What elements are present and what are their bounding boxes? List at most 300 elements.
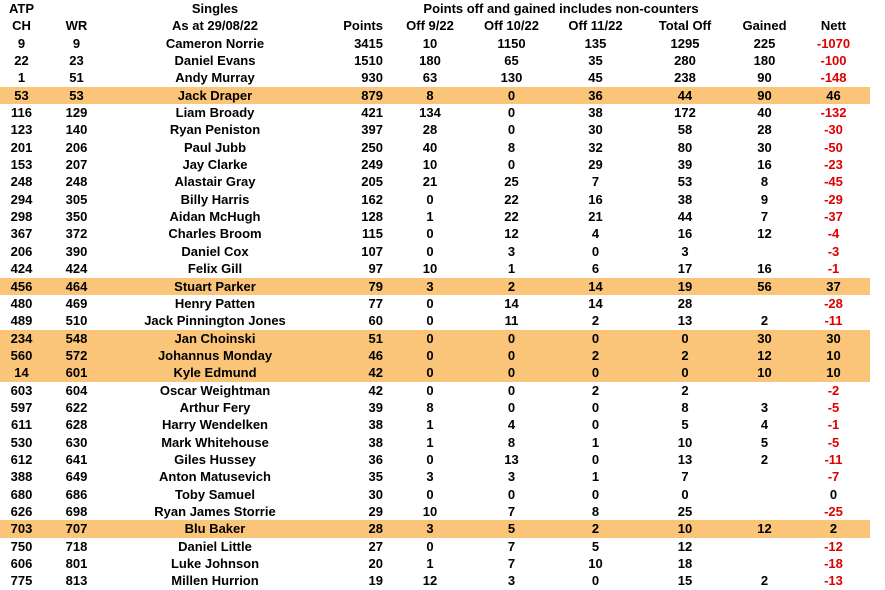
- cell-ch: 201: [10, 139, 33, 155]
- cell-off-11-22: 2: [591, 313, 600, 329]
- table-row: [0, 451, 870, 468]
- cell-total-off: 3: [681, 243, 689, 259]
- cell-player: Liam Broady: [175, 105, 255, 121]
- cell-off-9-22: 0: [426, 313, 434, 329]
- cell-wr: 813: [65, 573, 88, 589]
- cell-gained: [732, 243, 797, 260]
- column-header-gained: Gained: [742, 18, 787, 34]
- cell-wr: 604: [65, 382, 88, 398]
- cell-wr: 601: [65, 365, 88, 381]
- cell-nett: -1070: [816, 35, 851, 51]
- cell-nett: -2: [827, 382, 840, 398]
- cell-gained: 90: [757, 87, 772, 103]
- cell-points: 421: [361, 105, 383, 121]
- cell-off-11-22: 21: [588, 209, 603, 225]
- cell-total-off: 10: [677, 434, 693, 450]
- cell-nett: -1: [827, 261, 840, 277]
- cell-points: 115: [362, 226, 383, 242]
- cell-wr: 622: [65, 399, 88, 415]
- cell-off-9-22: 21: [422, 174, 438, 190]
- cell-wr: 630: [65, 434, 88, 450]
- header-row-columns: [0, 17, 870, 34]
- cell-points: 38: [368, 434, 383, 450]
- cell-gained: 9: [760, 191, 769, 207]
- cell-total-off: 12: [677, 538, 693, 554]
- cell-total-off: 10: [677, 521, 693, 537]
- cell-ch: 703: [10, 521, 33, 537]
- cell-total-off: 13: [677, 313, 693, 329]
- cell-player: Oscar Weightman: [159, 382, 271, 398]
- cell-nett: -11: [824, 451, 843, 467]
- cell-off-11-22: 0: [591, 330, 600, 346]
- cell-total-off: 13: [677, 451, 693, 467]
- cell-ch: 424: [10, 261, 33, 277]
- cell-points: 205: [361, 174, 383, 190]
- cell-wr: 53: [69, 87, 84, 103]
- cell-ch: 153: [10, 157, 33, 173]
- header-banner: Points off and gained includes non-counters: [423, 1, 699, 16]
- cell-gained: [732, 486, 797, 503]
- cell-total-off: 44: [677, 209, 693, 225]
- cell-off-11-22: 0: [591, 365, 600, 381]
- cell-off-11-22: 0: [591, 399, 600, 415]
- table-row: [0, 69, 870, 86]
- cell-wr: 372: [65, 226, 88, 242]
- cell-off-11-22: 1: [591, 469, 600, 485]
- cell-wr: 698: [65, 503, 88, 519]
- cell-points: 36: [368, 451, 383, 467]
- cell-points: 30: [368, 486, 383, 502]
- cell-off-11-22: 36: [588, 87, 603, 103]
- cell-ch: 22: [14, 53, 29, 69]
- table-row: [0, 555, 870, 572]
- cell-total-off: 1295: [670, 35, 700, 51]
- cell-off-9-22: 0: [426, 226, 434, 242]
- cell-off-11-22: 2: [591, 382, 600, 398]
- cell-points: 162: [361, 191, 383, 207]
- cell-total-off: 7: [681, 469, 689, 485]
- cell-off-10-22: 3: [507, 573, 516, 589]
- cell-off-11-22: 4: [591, 226, 600, 242]
- cell-player: Daniel Evans: [174, 53, 256, 69]
- cell-wr: 390: [65, 243, 88, 259]
- cell-points: 128: [361, 209, 383, 225]
- cell-nett: -4: [827, 226, 840, 242]
- table-row: [0, 104, 870, 121]
- cell-total-off: 16: [677, 226, 693, 242]
- cell-off-9-22: 0: [426, 295, 434, 311]
- cell-gained: [732, 295, 797, 312]
- table-row: [0, 434, 870, 451]
- cell-nett: -1: [827, 417, 840, 433]
- cell-wr: 51: [69, 70, 84, 86]
- cell-total-off: 2: [681, 347, 689, 363]
- cell-off-9-22: 1: [426, 209, 434, 225]
- cell-off-10-22: 0: [507, 157, 516, 173]
- table-row: [0, 468, 870, 485]
- cell-off-10-22: 1150: [497, 35, 526, 51]
- cell-off-10-22: 5: [507, 521, 516, 537]
- table-row: [0, 364, 870, 381]
- cell-points: 38: [368, 417, 383, 433]
- cell-points: 250: [361, 139, 383, 155]
- cell-wr: 469: [65, 295, 88, 311]
- cell-nett: -7: [827, 469, 840, 485]
- table-row: [0, 121, 870, 138]
- cell-off-10-22: 0: [507, 382, 516, 398]
- cell-wr: 686: [65, 486, 88, 502]
- cell-nett: -30: [824, 122, 843, 138]
- cell-off-11-22: 38: [588, 105, 603, 121]
- cell-off-11-22: 6: [591, 261, 600, 277]
- column-header-as-at: As at 29/08/22: [171, 18, 258, 34]
- cell-off-11-22: 8: [591, 503, 600, 519]
- cell-points: 879: [361, 87, 383, 103]
- cell-player: Daniel Little: [178, 538, 252, 554]
- cell-total-off: 172: [674, 105, 696, 121]
- cell-off-9-22: 40: [422, 139, 438, 155]
- cell-wr: 707: [65, 521, 88, 537]
- cell-off-11-22: 2: [591, 347, 600, 363]
- cell-off-11-22: 32: [588, 139, 603, 155]
- cell-wr: 350: [65, 209, 88, 225]
- cell-player: Giles Hussey: [174, 451, 256, 467]
- table-row: [0, 382, 870, 399]
- cell-nett: -45: [824, 174, 843, 190]
- cell-wr: 801: [65, 556, 88, 571]
- cell-player: Ryan Peniston: [169, 122, 261, 138]
- cell-nett: 10: [826, 347, 841, 363]
- cell-ch: 367: [10, 226, 33, 242]
- column-header-total-off: Total Off: [658, 18, 712, 34]
- cell-player: Paul Jubb: [183, 139, 247, 155]
- cell-player: Jack Pinnington Jones: [144, 313, 286, 329]
- cell-nett: 0: [829, 486, 838, 502]
- cell-wr: 23: [69, 53, 84, 69]
- cell-ch: 123: [10, 122, 33, 138]
- cell-wr: 464: [65, 278, 88, 294]
- cell-ch: 14: [14, 365, 29, 381]
- cell-player: Stuart Parker: [174, 278, 256, 294]
- cell-player: Andy Murray: [175, 70, 255, 86]
- cell-nett: 37: [826, 278, 841, 294]
- cell-points: 3415: [354, 35, 383, 51]
- cell-off-9-22: 0: [426, 347, 434, 363]
- cell-wr: 510: [65, 313, 88, 329]
- cell-total-off: 0: [681, 365, 689, 381]
- table-row: [0, 260, 870, 277]
- cell-gained: 16: [757, 157, 772, 173]
- table-row: [0, 399, 870, 416]
- cell-off-10-22: 14: [504, 295, 519, 311]
- cell-gained: 5: [760, 434, 769, 450]
- cell-wr: 628: [65, 417, 88, 433]
- cell-off-9-22: 63: [422, 70, 438, 86]
- cell-off-11-22: 29: [588, 157, 603, 173]
- cell-off-11-22: 0: [591, 486, 600, 502]
- cell-off-10-22: 0: [507, 399, 516, 415]
- cell-off-10-22: 2: [507, 278, 516, 294]
- cell-off-10-22: 12: [504, 226, 519, 242]
- cell-off-9-22: 0: [426, 382, 434, 398]
- header-atp: ATP: [8, 1, 35, 16]
- cell-points: 35: [368, 469, 383, 485]
- cell-gained: [732, 538, 797, 555]
- cell-player: Johannus Monday: [157, 347, 273, 363]
- column-header-wr: WR: [65, 18, 88, 34]
- cell-gained: [732, 468, 797, 485]
- cell-nett: -100: [820, 53, 847, 69]
- cell-wr: 129: [65, 105, 88, 121]
- cell-off-10-22: 130: [500, 70, 523, 86]
- cell-off-9-22: 0: [426, 538, 434, 554]
- cell-wr: 424: [65, 261, 88, 277]
- table-row: [0, 572, 870, 589]
- cell-off-10-22: 25: [504, 174, 519, 190]
- cell-player: Kyle Edmund: [173, 365, 257, 381]
- cell-nett: -37: [824, 209, 843, 225]
- cell-gained: 2: [760, 451, 769, 467]
- cell-off-10-22: 7: [507, 503, 516, 519]
- cell-wr: 572: [65, 347, 88, 363]
- cell-off-11-22: 7: [591, 174, 600, 190]
- cell-player: Toby Samuel: [175, 486, 255, 502]
- cell-points: 51: [368, 330, 383, 346]
- cell-ch: 489: [10, 313, 33, 329]
- column-header-nett: Nett: [820, 18, 847, 34]
- cell-gained: 56: [757, 278, 772, 294]
- cell-points: 28: [368, 521, 383, 537]
- table-row: [0, 243, 870, 260]
- cell-player: Millen Hurrion: [171, 573, 259, 589]
- cell-gained: 2: [760, 313, 769, 329]
- cell-off-10-22: 13: [504, 451, 519, 467]
- table-row: [0, 139, 870, 156]
- cell-nett: -23: [824, 157, 843, 173]
- cell-player: Henry Patten: [174, 295, 256, 311]
- cell-ch: 775: [10, 573, 33, 589]
- cell-gained: [732, 382, 797, 399]
- cell-ch: 597: [10, 399, 33, 415]
- cell-nett: -148: [820, 70, 847, 86]
- cell-player: Luke Johnson: [170, 556, 260, 571]
- cell-player: Felix Gill: [187, 261, 243, 277]
- cell-total-off: 17: [677, 261, 693, 277]
- cell-ch: 206: [10, 243, 33, 259]
- cell-player: Harry Wendelken: [162, 417, 268, 433]
- cell-player: Arthur Fery: [179, 399, 251, 415]
- cell-player: Blu Baker: [184, 521, 246, 537]
- cell-nett: -132: [820, 105, 847, 121]
- cell-off-10-22: 4: [507, 417, 516, 433]
- table-row: [0, 191, 870, 208]
- header-blank: [43, 0, 110, 17]
- cell-total-off: 0: [681, 330, 689, 346]
- cell-off-11-22: 2: [591, 521, 600, 537]
- cell-ch: 611: [11, 417, 32, 433]
- cell-off-11-22: 0: [591, 573, 600, 589]
- cell-gained: 12: [757, 226, 772, 242]
- cell-gained: 90: [757, 70, 772, 86]
- cell-ch: 388: [10, 469, 33, 485]
- cell-nett: -28: [824, 295, 843, 311]
- cell-ch: 53: [14, 87, 29, 103]
- cell-total-off: 8: [681, 399, 689, 415]
- cell-nett: -3: [827, 243, 840, 259]
- cell-gained: [732, 555, 797, 572]
- cell-off-10-22: 7: [507, 556, 516, 571]
- cell-ch: 612: [10, 451, 33, 467]
- cell-nett: -18: [824, 556, 843, 571]
- cell-off-10-22: 0: [507, 347, 516, 363]
- cell-off-11-22: 0: [591, 451, 600, 467]
- cell-off-10-22: 1: [507, 261, 516, 277]
- cell-off-9-22: 180: [419, 53, 441, 69]
- table-row: [0, 312, 870, 329]
- cell-ch: 116: [11, 105, 32, 121]
- cell-off-9-22: 3: [426, 521, 434, 537]
- cell-total-off: 28: [677, 295, 693, 311]
- cell-ch: 560: [10, 347, 33, 363]
- cell-total-off: 19: [677, 278, 693, 294]
- cell-off-10-22: 8: [507, 434, 516, 450]
- cell-nett: -29: [824, 191, 843, 207]
- cell-off-9-22: 1: [426, 434, 434, 450]
- table-row: [0, 208, 870, 225]
- cell-ch: 530: [10, 434, 33, 450]
- header-blank: [320, 0, 390, 17]
- cell-nett: -5: [827, 434, 840, 450]
- table-row: [0, 295, 870, 312]
- cell-points: 42: [368, 365, 383, 381]
- cell-off-11-22: 14: [588, 278, 603, 294]
- cell-total-off: 238: [674, 70, 696, 86]
- cell-ch: 626: [10, 503, 33, 519]
- cell-off-9-22: 10: [422, 261, 438, 277]
- cell-nett: -11: [824, 313, 843, 329]
- cell-off-10-22: 3: [507, 243, 516, 259]
- cell-off-9-22: 10: [422, 503, 438, 519]
- cell-points: 46: [368, 347, 383, 363]
- cell-player: Alastair Gray: [174, 174, 256, 190]
- table-row: [0, 225, 870, 242]
- cell-wr: 207: [65, 157, 88, 173]
- column-header-off-11-22: Off 11/22: [568, 18, 623, 34]
- cell-nett: -50: [824, 139, 843, 155]
- cell-off-10-22: 7: [507, 538, 516, 554]
- header-blank: [797, 0, 870, 17]
- cell-nett: 10: [826, 365, 841, 381]
- cell-gained: 4: [760, 417, 769, 433]
- cell-points: 19: [368, 573, 383, 589]
- cell-ch: 480: [10, 295, 33, 311]
- cell-off-10-22: 8: [507, 139, 516, 155]
- cell-gained: [732, 503, 797, 520]
- cell-points: 930: [361, 70, 383, 86]
- table-row: [0, 330, 870, 347]
- cell-ch: 298: [10, 209, 33, 225]
- cell-total-off: 58: [677, 122, 693, 138]
- header-singles: Singles: [191, 1, 239, 16]
- cell-gained: 2: [760, 573, 769, 589]
- cell-off-11-22: 45: [588, 70, 603, 86]
- header-row-group: [0, 0, 870, 17]
- cell-off-11-22: 16: [588, 191, 603, 207]
- cell-wr: 248: [65, 174, 88, 190]
- cell-off-9-22: 0: [426, 243, 434, 259]
- cell-off-9-22: 8: [426, 399, 434, 415]
- table-row: [0, 156, 870, 173]
- cell-wr: 305: [65, 191, 88, 207]
- cell-total-off: 15: [677, 573, 693, 589]
- cell-total-off: 280: [674, 53, 696, 69]
- cell-player: Jan Choinski: [174, 330, 256, 346]
- cell-points: 77: [368, 295, 383, 311]
- cell-gained: 12: [757, 521, 772, 537]
- table-row: [0, 35, 870, 52]
- cell-points: 107: [361, 243, 383, 259]
- cell-off-11-22: 35: [588, 53, 603, 69]
- cell-ch: 680: [10, 486, 33, 502]
- table-row: [0, 52, 870, 69]
- cell-total-off: 5: [681, 417, 689, 433]
- cell-points: 249: [361, 157, 383, 173]
- cell-off-11-22: 30: [588, 122, 603, 138]
- cell-player: Jay Clarke: [182, 157, 248, 173]
- table-row: [0, 173, 870, 190]
- cell-off-9-22: 0: [426, 191, 434, 207]
- cell-gained: 30: [757, 139, 772, 155]
- cell-total-off: 2: [681, 382, 689, 398]
- cell-player: Jack Draper: [177, 87, 253, 103]
- cell-off-11-22: 0: [591, 243, 600, 259]
- cell-total-off: 39: [677, 157, 693, 173]
- cell-off-11-22: 14: [588, 295, 603, 311]
- cell-gained: 180: [753, 53, 776, 69]
- cell-off-10-22: 3: [507, 469, 516, 485]
- cell-off-9-22: 10: [422, 35, 438, 51]
- cell-ch: 606: [10, 556, 33, 571]
- cell-points: 397: [361, 122, 383, 138]
- cell-off-9-22: 134: [419, 105, 441, 121]
- cell-points: 42: [368, 382, 383, 398]
- cell-player: Ryan James Storrie: [154, 503, 276, 519]
- cell-off-9-22: 12: [422, 573, 438, 589]
- cell-gained: 16: [757, 261, 772, 277]
- cell-points: 79: [368, 278, 383, 294]
- cell-gained: 40: [757, 105, 772, 121]
- cell-player: Anton Matusevich: [159, 469, 271, 485]
- cell-gained: 3: [760, 399, 769, 415]
- cell-ch: 750: [10, 538, 33, 554]
- cell-wr: 641: [65, 451, 88, 467]
- cell-total-off: 80: [677, 139, 693, 155]
- table-row: [0, 87, 870, 104]
- cell-off-10-22: 22: [504, 191, 519, 207]
- cell-gained: 8: [760, 174, 769, 190]
- cell-off-10-22: 65: [504, 53, 519, 69]
- cell-total-off: 44: [677, 87, 693, 103]
- cell-player: Billy Harris: [180, 191, 250, 207]
- cell-player: Mark Whitehouse: [161, 434, 269, 450]
- cell-off-11-22: 10: [588, 556, 603, 571]
- cell-nett: -5: [827, 399, 840, 415]
- cell-off-9-22: 0: [426, 486, 434, 502]
- cell-gained: 28: [757, 122, 772, 138]
- cell-off-10-22: 22: [504, 209, 519, 225]
- cell-gained: 12: [757, 347, 772, 363]
- column-header-off-9-22: Off 9/22: [406, 18, 454, 34]
